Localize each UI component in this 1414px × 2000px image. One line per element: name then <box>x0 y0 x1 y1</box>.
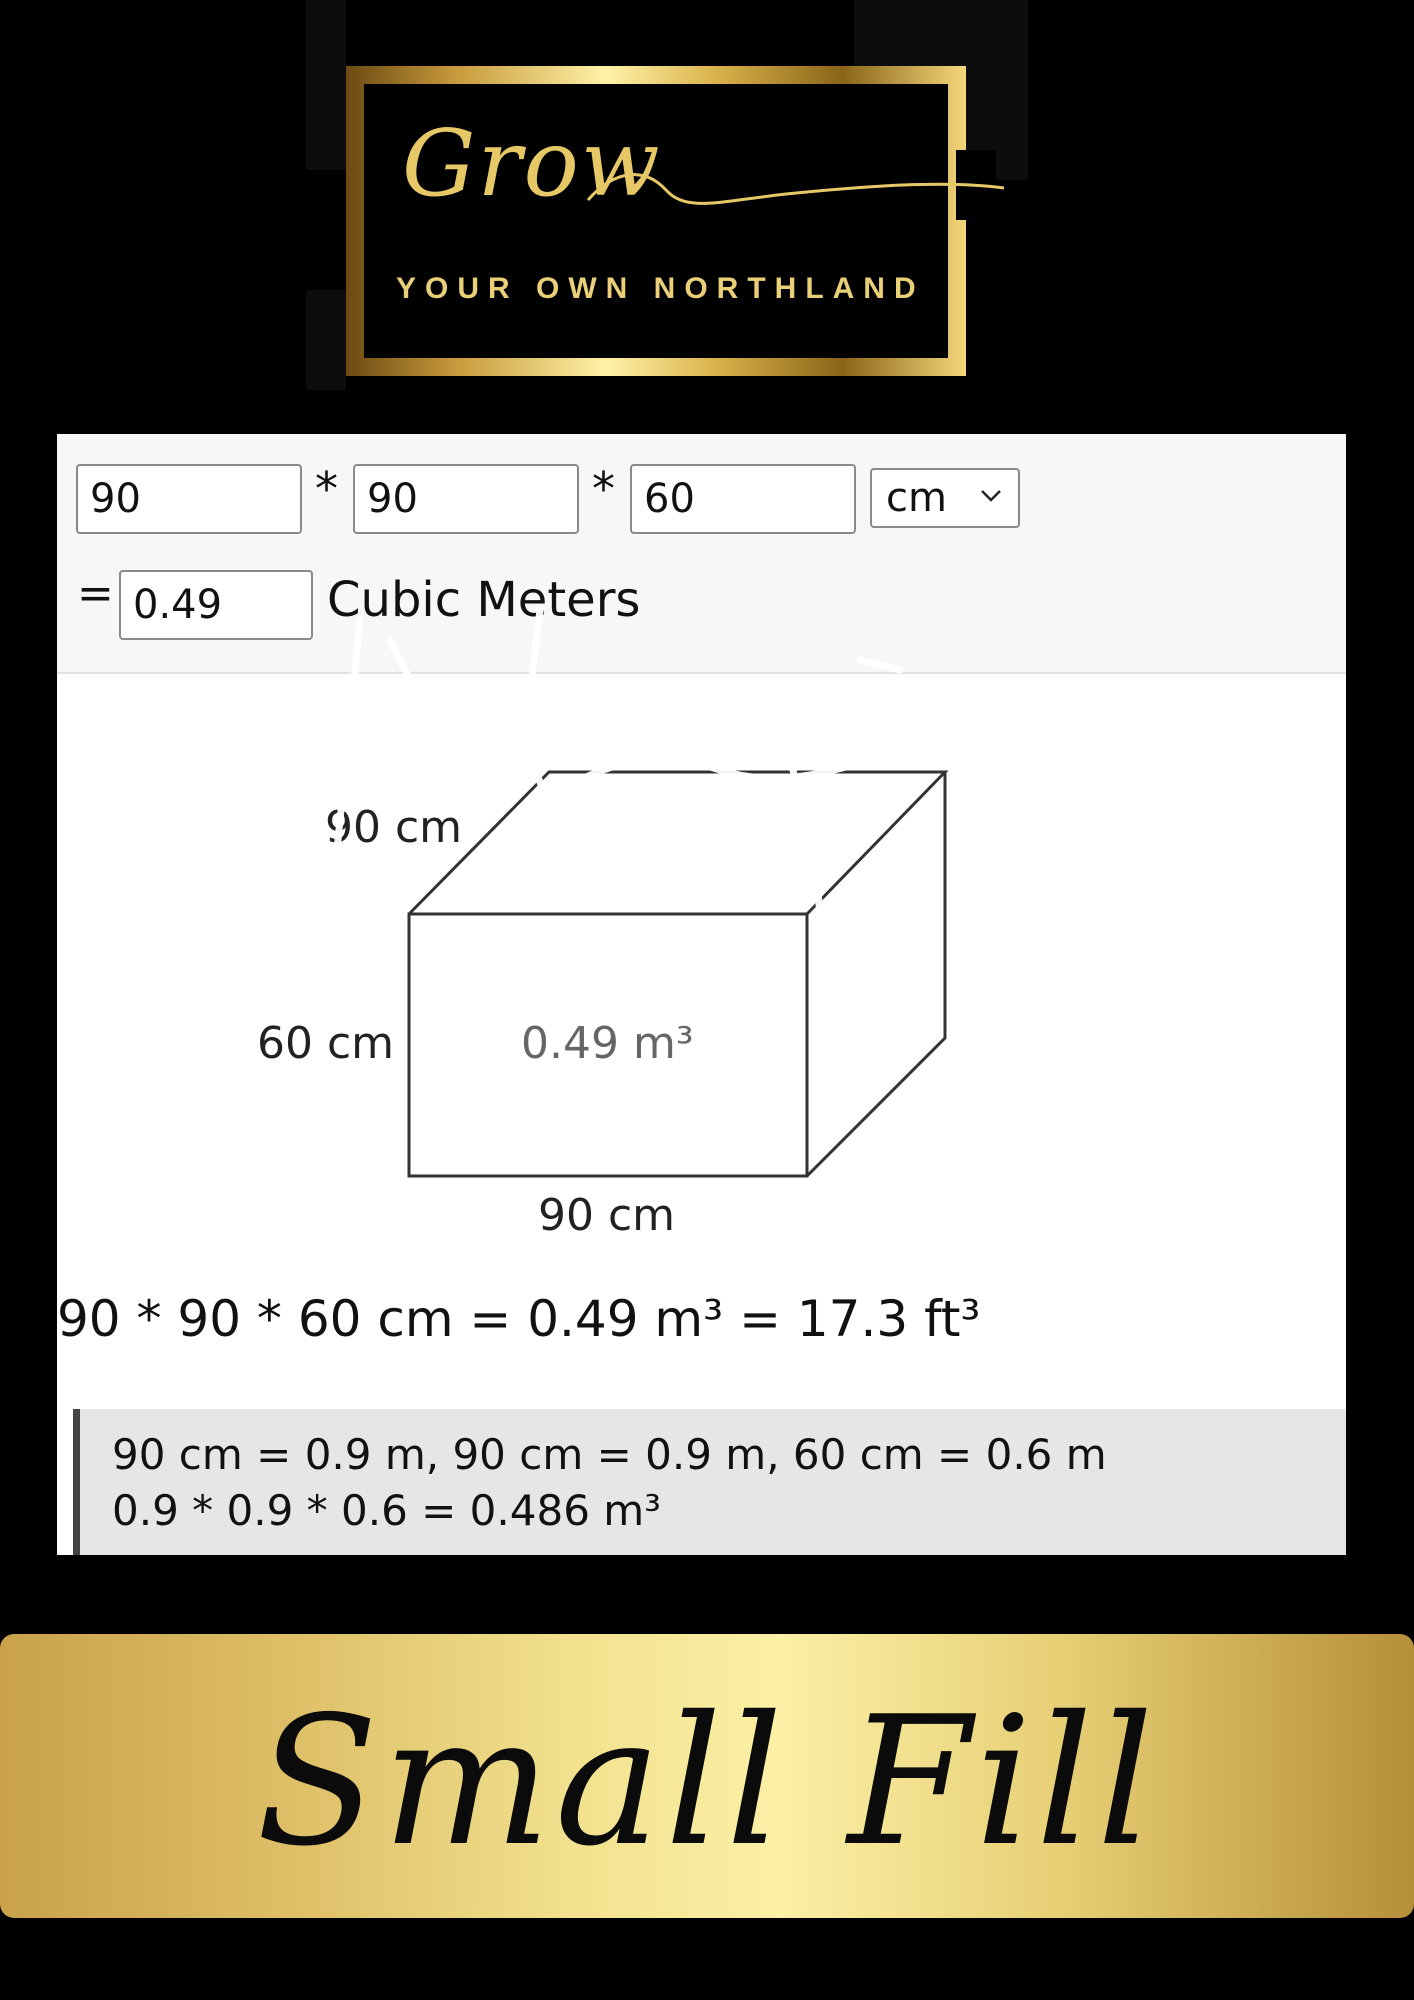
conversion-explanation <box>73 1409 1346 1555</box>
box-diagram <box>57 672 1346 1272</box>
equals-sign: = <box>77 568 114 619</box>
multiply-sign: * <box>592 462 615 516</box>
unit-select-value: cm <box>886 475 947 521</box>
multiply-sign: * <box>315 462 338 516</box>
height-input[interactable] <box>630 464 856 534</box>
banner-title: Small Fill <box>256 1678 1158 1885</box>
volume-label: 0.49 m³ <box>521 1018 694 1069</box>
width-label: 90 cm <box>538 1190 676 1241</box>
result-unit-label: Cubic Meters <box>327 572 641 628</box>
result-output[interactable] <box>119 570 313 640</box>
explanation-line: 90 cm = 0.9 m, 90 cm = 0.9 m, 60 cm = 0.6 m <box>112 1430 1107 1479</box>
volume-summary: 90 * 90 * 60 cm = 0.49 m³ = 17.3 ft³ <box>57 1290 981 1348</box>
logo-shadow-block <box>306 290 346 390</box>
box-outline <box>57 672 1346 1272</box>
logo-subtitle: YOUR OWN NORTHLAND <box>396 272 925 305</box>
height-label: 60 cm <box>257 1018 395 1069</box>
width-input[interactable] <box>353 464 579 534</box>
small-fill-banner <box>0 1634 1414 1918</box>
unit-select[interactable] <box>870 468 1020 528</box>
length-input[interactable] <box>76 464 302 534</box>
volume-calculator-panel <box>57 434 1346 1555</box>
brand-logo <box>306 0 1028 392</box>
logo-swash-icon <box>586 160 1006 220</box>
explanation-line: 0.9 * 0.9 * 0.6 = 0.486 m³ <box>112 1486 662 1535</box>
chevron-down-icon <box>980 488 1002 504</box>
logo-shadow-block <box>306 0 346 170</box>
calculator-input-area <box>57 434 1346 674</box>
depth-label: 90 cm <box>325 802 463 853</box>
logo-grow-text: Grow <box>402 110 662 217</box>
